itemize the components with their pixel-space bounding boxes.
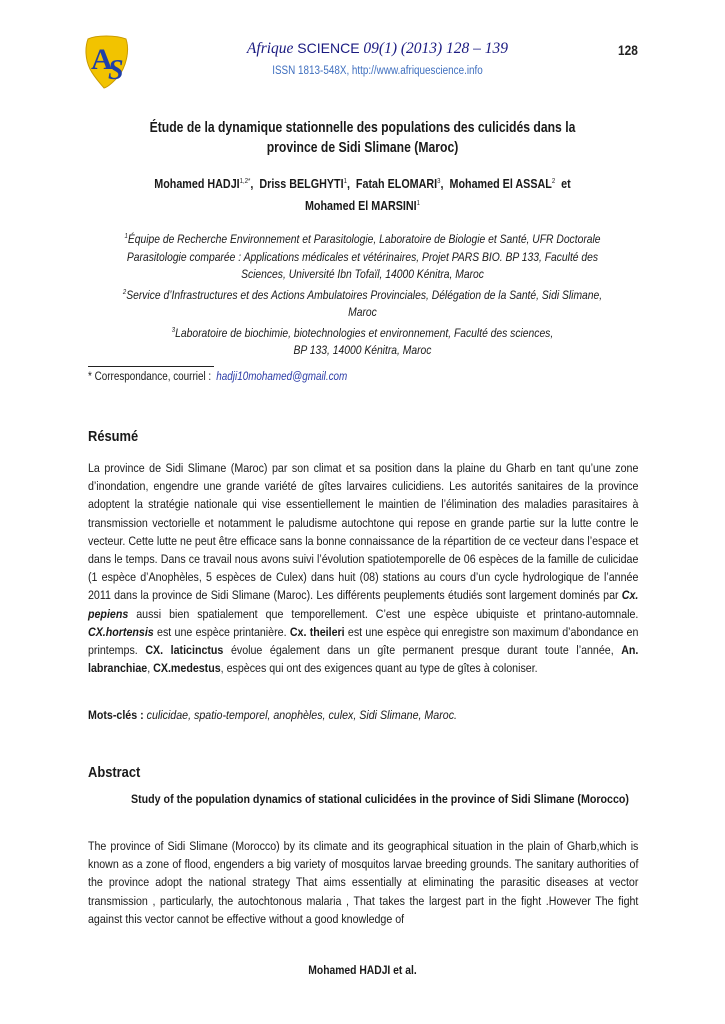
author-affiliation-mark: 1 [343, 178, 347, 185]
author-list [120, 172, 606, 216]
species-name: Cx. pepiens [88, 588, 639, 621]
resume-text-3: est une espèce printanière. [153, 624, 290, 639]
species-name: CX.medestus [153, 661, 221, 676]
resume-text-7: , espèces qui ont des exigences quant au type de gîtes à coloniser. [220, 661, 538, 676]
author-name: Fatah ELOMARI [355, 177, 438, 192]
keywords [88, 708, 457, 722]
affiliation-mark: 1 [124, 233, 128, 240]
author-affiliation-mark: 1,2* [239, 178, 251, 185]
journal-issue: 09(1) (2013) 128 – 139 [363, 40, 509, 57]
abstract-heading: Abstract [88, 764, 141, 781]
author-affiliation-mark: 1 [416, 200, 421, 208]
abstract-paragraph: The province of Sidi Slimane (Morocco) by its climate and its geographical situation in the plain of Gharb,which is known as a zone of flood, engenders a big variety of mosquitos larvae breeding grounds. The sanitary authorities of the province adopt the national strategy That aims essentially at eliminating the parasitic diseases at vector transmission , particularly, the autochtonous malaria , That takes the largest part in the fight .However The fight against this vector cannot be effective without a good knowledge of [88, 839, 639, 926]
affiliation-3-line-1: Laboratoire de biochimie, biotechnologies et environnement, Faculté des sciences, [175, 325, 554, 340]
author-affiliation-mark: 2 [551, 178, 556, 185]
keywords-label: Mots-clés : [88, 708, 144, 722]
affiliation-1-line-1: Équipe de Recherche Environnement et Parasitologie, Laboratoire de Biologie et Santé, UFR Doctorale [127, 232, 601, 246]
affiliation-1-line-2: Parasitologie comparée : Applications médicales et vétérinaires, Projet PARS BIO. BP 133, Faculté des [126, 249, 599, 264]
running-footer: Mohamed HADJI et al. [308, 963, 417, 977]
article-title [125, 118, 600, 158]
author-name: Mohamed El ASSAL [449, 177, 552, 192]
species-name: CX.hortensis [88, 624, 154, 639]
resume-text-5: évolue également dans un gîte permanent presque durant toute l’année, [223, 643, 622, 658]
correspondence-email-link[interactable]: hadji10mohamed@gmail.com [216, 371, 348, 383]
correspondence-footnote [88, 371, 347, 383]
title-line-2: province de Sidi Slimane (Maroc) [266, 140, 459, 156]
journal-name: Afrique [246, 40, 294, 57]
affiliation-1-line-3: Sciences, Université Ibn Tofaïl, 14000 Kénitra, Maroc [241, 267, 484, 281]
species-name: CX. laticinctus [145, 643, 224, 658]
journal-science: SCIENCE [297, 40, 360, 56]
svg-text:A: A [91, 43, 113, 76]
keywords-value: culicidae, spatio-temporel, anophèles, culex, Sidi Slimane, Maroc. [146, 708, 457, 722]
author-separator: , [440, 177, 444, 192]
resume-text-6: , [147, 661, 154, 676]
resume-heading: Résumé [88, 428, 139, 445]
resume-text-1: La province de Sidi Slimane (Maroc) par son climat et sa position dans la plaine du Gharb en tant qu’une zone d’inondation, engendre une grande variété de gîtes larvaires culicidiens. Les autorités sanitaires de la province adoptent la stratégie nationale qui vise essentiellement le maintien de l’élimination des maladies parasitaires à transmission vectorielle et notamment le paludisme autochtone qui repose en grande partie sur la lutte contre le vecteur. Cette lutte ne peut être efficace sans la bonne connaissance de la répartition de ce vecteur dans l’espace et dans le temps. Dans ce travail nous avons suivi l’évolution spatiotemporelle de 06 espèces de la famille de culicidae (1 espèce d’Anophèles, 5 espèces de Culex) dans huit (08) stations au cours d’un cycle hydrologique de l’année 2011 dans la province de Sidi Slimane (Maroc). Les différents peuplements étudiés sont largement dominés par [88, 461, 639, 603]
issn-line: ISSN 1813-548X, http://www.afriquescience.info [272, 65, 483, 77]
species-name: An. labranchiae [88, 643, 639, 676]
author-conjunction: et [561, 177, 571, 192]
author-affiliation-mark: 3 [437, 178, 441, 185]
author-name: Mohamed El MARSINI [304, 199, 417, 214]
affiliations [120, 228, 606, 360]
afrique-science-logo [82, 33, 132, 89]
affiliation-mark: 3 [171, 326, 176, 334]
resume-text-2: aussi bien spatialement que temporellement. C’est une espèce ubiquiste et printano-automnale. [128, 606, 639, 621]
resume-paragraph [88, 459, 638, 677]
resume-text-4: est une espèce qui enregistre son maximum d’abondance en printemps. [88, 624, 639, 658]
journal-citation [200, 40, 555, 58]
title-line-1: Étude de la dynamique stationnelle des populations des culicidés dans la [149, 120, 576, 136]
page-number: 128 [618, 42, 638, 58]
author-name: Mohamed HADJI [154, 177, 240, 192]
affiliation-mark: 2 [122, 288, 127, 296]
author-separator: , [250, 177, 254, 192]
author-name: Driss BELGHYTI [259, 177, 344, 192]
english-title: Study of the population dynamics of stational culicidées in the province of Sidi Slimane (Morocco) [131, 792, 629, 806]
footnote-label: * Correspondance, courriel : [88, 371, 212, 383]
species-name: Cx. theileri [289, 624, 345, 639]
affiliation-2-line-1: Service d’Infrastructures et des Actions Ambulatoires Provinciales, Délégation de la Santé, Sidi Slimane, Maroc [126, 287, 603, 319]
footnote-rule [88, 366, 214, 367]
svg-text:S: S [108, 55, 124, 86]
author-separator: , [346, 177, 350, 192]
affiliation-3-line-2: BP 133, 14000 Kénitra, Maroc [293, 343, 432, 357]
